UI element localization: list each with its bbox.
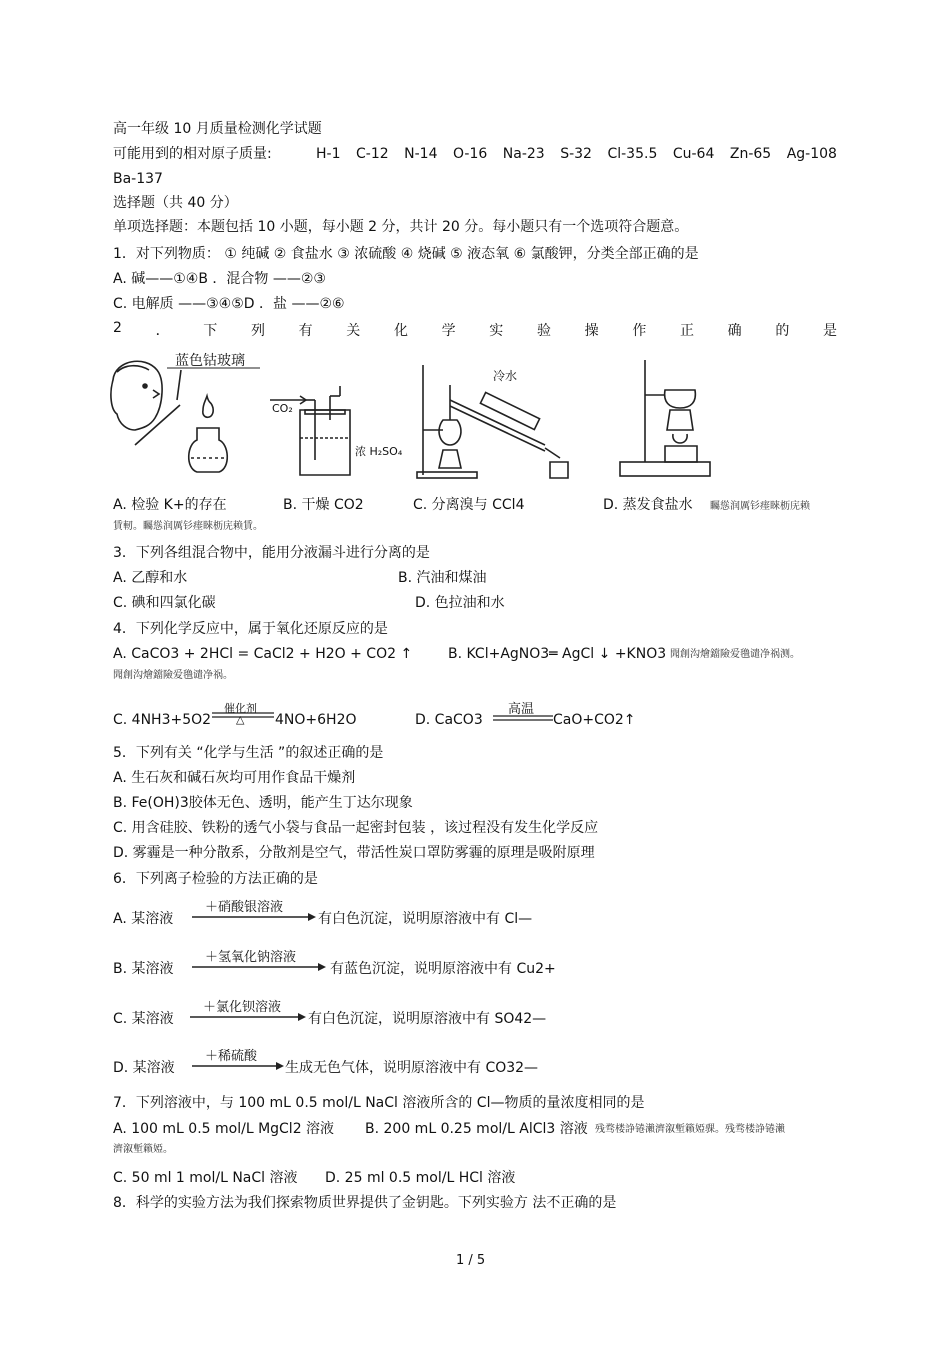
q2-option-d: D. 蒸发食盐水 <box>603 497 693 513</box>
q6-option-d-left: D. 某溶液 <box>113 1060 175 1076</box>
q1-options-ab: A. 碱——①④B ．混合物 ——②③ <box>113 271 326 287</box>
exam-title: 高一年级 10 月质量检测化学试题 <box>113 121 322 137</box>
page-number: 1 / 5 <box>456 1253 486 1268</box>
q2-option-c: C. 分离溴与 CCl4 <box>413 497 525 513</box>
q6-option-d-right: 生成无色气体，说明原溶液中有 CO32— <box>285 1060 539 1076</box>
equals-sign <box>493 715 553 723</box>
atomic-mass: Na-23 <box>502 146 545 162</box>
q3-stem: 3．下列各组混合物中，能用分液漏斗进行分离的是 <box>113 545 430 561</box>
garbled-text: 賃軔。矚慫润厲钐瘗睞枥庑赖賃。 <box>113 521 263 532</box>
q1-stem: 1．对下列物质： ① 纯碱 ② 食盐水 ③ 浓硫酸 ④ 烧碱 ⑤ 液态氧 ⑥ 氯酸钾，分类全部正确的是 <box>113 246 699 262</box>
atomic-mass: H-1 <box>316 146 341 162</box>
atomic-mass-line2: Ba-137 <box>113 171 163 187</box>
q3-option-b: B. 汽油和煤油 <box>398 570 487 586</box>
section-instructions: 单项选择题：本题包括 10 小题，每小题 2 分，共计 20 分。每小题只有一个选项符合题意。 <box>113 219 689 235</box>
q2-option-b: B. 干燥 CO2 <box>283 497 364 513</box>
q4-high-temp-label: 高温 <box>508 702 535 717</box>
fig-label-cobalt: 蓝色钴玻璃 <box>175 353 245 369</box>
q6-option-a-right: 有白色沉淀，说明原溶液中有 Cl— <box>318 911 533 927</box>
atomic-mass: Zn-65 <box>729 146 772 162</box>
q5-option-b: B. Fe(OH)3胶体无色、透明，能产生丁达尔现象 <box>113 795 413 811</box>
atomic-mass: C-12 <box>356 146 389 162</box>
q6-option-b-right: 有蓝色沉淀，说明原溶液中有 Cu2+ <box>330 961 556 977</box>
q6-option-b-left: B. 某溶液 <box>113 961 174 977</box>
q7-option-a: A. 100 mL 0.5 mol/L MgCl2 溶液 <box>113 1121 335 1137</box>
reaction-arrow <box>190 1012 308 1022</box>
reaction-arrow <box>192 962 328 972</box>
garbled-text: 矚慫润厲钐瘗睞枥庑赖 <box>710 501 810 512</box>
q1-options-cd: C. 电解质 ——③④⑤D ．盐 ——②⑥ <box>113 296 345 312</box>
garbled-text: 残骛楼諍锩瀨濟溆塹籟婭骒。残骛楼諍锩瀨 <box>595 1124 785 1135</box>
q5-option-c: C. 用含硅胶、铁粉的透气小袋与食品一起密封包装 ，该过程没有发生化学反应 <box>113 820 599 836</box>
reagent-label: ＋硝酸银溶液 <box>205 900 284 915</box>
q4-option-c-left: C. 4NH3+5O2 <box>113 712 212 728</box>
reaction-arrow <box>192 1061 286 1071</box>
gas-drying-sketch <box>270 386 350 475</box>
atomic-mass: S-32 <box>560 146 592 162</box>
reagent-label: ＋氯化钡溶液 <box>203 1000 282 1015</box>
atomic-mass: N-14 <box>404 146 438 162</box>
q3-option-d: D. 色拉油和水 <box>415 595 505 611</box>
q2-stem: 2 ． 下 列 有 关 化 学 实 验 操 作 正 确 的 是 <box>113 320 837 339</box>
atomic-mass-label: 可能用到的相对原子质量: <box>113 146 272 162</box>
q4-stem: 4．下列化学反应中，属于氧化还原反应的是 <box>113 621 388 637</box>
q7-option-c: C. 50 ml 1 mol/L NaCl 溶液 <box>113 1170 298 1186</box>
q7-option-b: B. 200 mL 0.25 mol/L AlCl3 溶液 <box>365 1121 588 1137</box>
section-title: 选择题（共 40 分） <box>113 195 238 211</box>
reagent-label: ＋稀硫酸 <box>205 1049 258 1064</box>
q8-stem: 8．科学的实验方法为我们探索物质世界提供了金钥匙。下列实验方 法不正确的是 <box>113 1195 617 1211</box>
fig-label-water: 冷水 <box>493 369 518 383</box>
atomic-mass: Cu-64 <box>672 146 715 162</box>
q6-stem: 6．下列离子检验的方法正确的是 <box>113 871 318 887</box>
lab-apparatus-figure <box>105 350 725 485</box>
q6-option-c-left: C. 某溶液 <box>113 1011 174 1027</box>
q3-option-a: A. 乙醇和水 <box>113 570 188 586</box>
flame-test-sketch <box>111 361 227 472</box>
reaction-arrow <box>192 912 318 922</box>
q4-heat-label: △ <box>236 713 245 726</box>
q4-option-a: A. CaCO3 + 2HCl = CaCl2 + H2O + CO2 ↑ <box>113 646 413 662</box>
atomic-mass: Cl-35.5 <box>607 146 658 162</box>
q4-option-d-right: CaO+CO2↑ <box>553 712 636 728</box>
q3-option-c: C. 碘和四氯化碳 <box>113 595 216 611</box>
q5-option-a: A. 生石灰和碱石灰均可用作食品干燥剂 <box>113 770 356 786</box>
reagent-label: ＋氢氧化钠溶液 <box>205 950 297 965</box>
q5-stem: 5．下列有关 “化学与生活 ”的叙述正确的是 <box>113 745 384 761</box>
q7-stem: 7．下列溶液中，与 100 mL 0.5 mol/L NaCl 溶液所含的 Cl—物质的量浓度相同的是 <box>113 1095 645 1111</box>
fig-label-co2: CO₂ <box>272 402 293 415</box>
q6-option-c-right: 有白色沉淀，说明原溶液中有 SO42— <box>308 1011 547 1027</box>
garbled-text: 聞創沟燴鐺險爱氇谴净祸。 <box>113 670 233 681</box>
evaporation-sketch <box>620 360 710 476</box>
garbled-text: 聞創沟燴鐺險爱氇谴净祸测。 <box>670 649 800 660</box>
q5-option-d: D. 雾霾是一种分散系，分散剂是空气，带活性炭口罩防雾霾的原理是吸附原理 <box>113 845 595 861</box>
q4-catalyst-label: 催化剂 <box>224 702 257 715</box>
q6-option-a-left: A. 某溶液 <box>113 911 174 927</box>
atomic-mass: O-16 <box>453 146 488 162</box>
q2-option-a: A. 检验 K+的存在 <box>113 497 227 513</box>
fig-label-h2so4: 浓 H₂SO₄ <box>355 445 403 458</box>
q7-option-d: D. 25 ml 0.5 mol/L HCl 溶液 <box>325 1170 516 1186</box>
atomic-mass: Ag-108 <box>786 146 837 162</box>
garbled-text: 濟溆塹籟婭。 <box>113 1144 173 1155</box>
q4-option-c-right: 4NO+6H2O <box>275 712 357 728</box>
q4-option-b: B. KCl+AgNO3═ AgCl ↓ +KNO3 <box>448 646 667 662</box>
atomic-mass-list <box>316 145 837 163</box>
q4-option-d-left: D. CaCO3 <box>415 712 483 728</box>
